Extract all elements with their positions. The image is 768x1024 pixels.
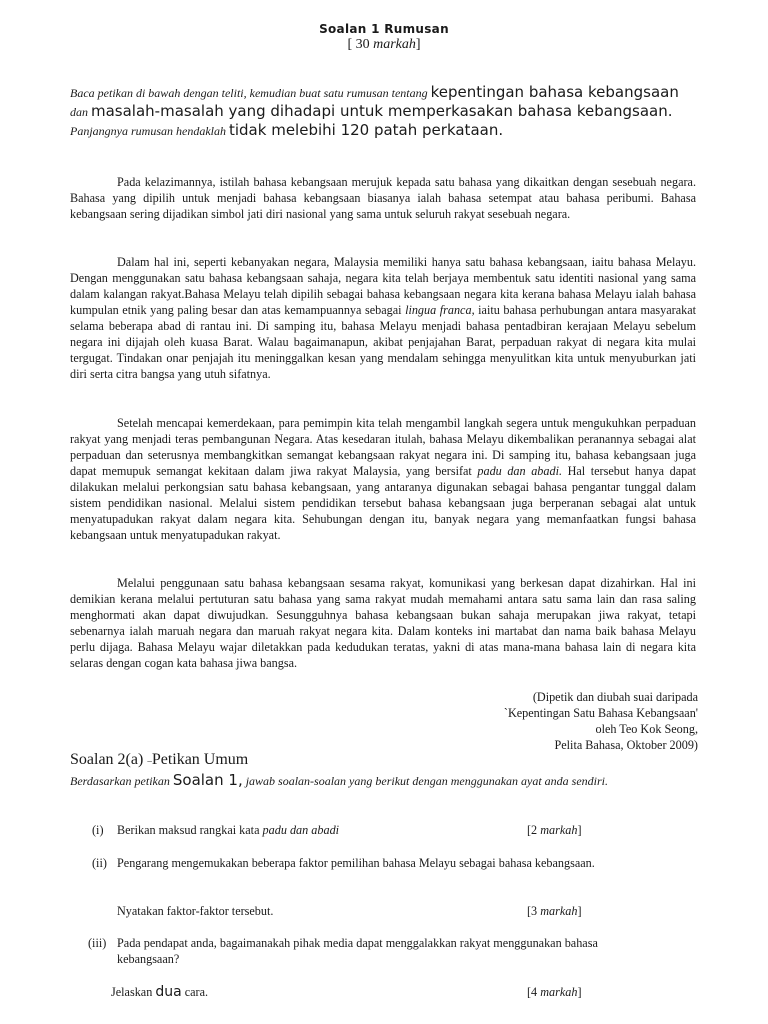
question-marks: [3 markah]	[527, 904, 582, 918]
question-instruction: Nyatakan faktor-faktor tersebut.	[117, 904, 274, 918]
passage-paragraph-2: Dalam hal ini, seperti kebanyakan negara, Malaysia memiliki hanya satu bahasa kebangsaan, iaitu bahasa Melayu. Dengan menggunakan satu bahasa kebangsaan sahaja, negara kita telah berjaya membentuk satu identiti nasional yang sama dalam kalangan rakyat.Bahasa Melayu telah dipilih sebagai bahasa kebangsaan negara kita kerana bahasa Melayu ialah bahasa kumpulan etnik yang paling besar dan atas kemampuannya sebagai lingua franca, iaitu bahasa perhubungan antara masyarakat selama beberapa abad di rantau ini. Di samping itu, bahasa Melayu menjadi bahasa pentadbiran kerajaan Melayu sebelum negara ini dijajah oleh kuasa Barat. Walau bagaimanapun, akibat penjajahan Barat, perpaduan rakyat di negara kita mulai tergugat. Tindakan onar penjajah itu meninggalkan kesan yang mendalam sehingga menyulitkan kita untuk menyuburkan jati diri serta citra bangsa yang utuh sifatnya.	[70, 255, 697, 381]
passage-paragraph-1: Pada kelazimannya, istilah bahasa kebangsaan merujuk kepada satu bahasa yang dikaitkan dengan sesebuah negara. Bahasa yang dipilih untuk menjadi bahasa kebangsaan biasanya ialah bahasa setempat atau bahasa peribumi. Bahasa kebangsaan sering dijadikan simbol jati diri nasional yang sama untuk seluruh rakyat sesebuah negara.	[70, 175, 696, 221]
section-2-title: Soalan 2(a) –Petikan Umum	[70, 751, 249, 768]
question-marks: [4 markah]	[527, 985, 582, 999]
total-marks: [ 30 markah]	[347, 37, 421, 52]
passage-paragraph-3: Setelah mencapai kemerdekaan, para pemimpin kita telah mengambil langkah segera untuk mengukuhkan perpaduan rakyat yang menjadi teras pembangunan Negara. Atas kesedaran itulah, bahasa Melayu dikembalikan peranannya sebagai alat perpaduan dan seterusnya membangkitkan semangat kebangsaan rakyat negara ini. Di samping itu, bahasa kebangsaan juga dapat memupuk semangat kekitaan dalam jiwa rakyat Malaysia, yang bersifat padu dan abadi. Hal tersebut hanya dapat dilakukan melalui perkongsian satu bahasa kebangsaan, yang antaranya digunakan sebagai bahasa pengantar tunggal dalam sistem pendidikan nasional. Melalui sistem pendidikan tersebut bahasa kebangsaan juga berperanan sebagai alat untuk menyatupadukan rakyat dalam negara kita. Sehubungan dengan itu, banyak negara yang memanfaatkan fungsi bahasa kebangsaan untuk menyatupadukan rakyat.	[70, 416, 696, 542]
summary-instruction: Baca petikan di bawah dengan teliti, kemudian buat satu rumusan tentang kepentingan bahasa kebangsaan dan masalah-masalah yang dihadapi untuk memperkasakan bahasa kebangsaan. Panjangnya rumusan hendaklah tidak melebihi 120 patah perkataan.	[70, 83, 679, 139]
passage-paragraph-4: Melalui penggunaan satu bahasa kebangsaan sesama rakyat, komunikasi yang berkesan dapat dizahirkan. Hal ini demikian kerana melalui pertuturan satu bahasa yang sama rakyat mudah memahami antara satu sama lain dan rasa saling menghormati akan dapat diwujudkan. Sesungguhnya bahasa kebangsaan bukan sahaja merupakan jiwa rakyat, tetapi sebenarnya ialah maruah negara dan maruah rakyat negara kita. Dalam konteks ini martabat dan nama baik bahasa Melayu perlu dijaga. Bahasa Melayu wajar diletakkan pada kedudukan teratas, yakni di atas mana-mana bahasa lain di negara kita selaras dengan cogan kata bahasa jiwa bangsa.	[70, 576, 696, 670]
passage-source: (Dipetik dan diubah suai daripada `Kepentingan Satu Bahasa Kebangsaan' oleh Teo Kok Seong, Pelita Bahasa, Oktober 2009)	[503, 690, 698, 752]
question-instruction: Jelaskan dua cara.	[111, 984, 209, 1000]
question-number: (ii)	[92, 856, 107, 870]
section-2-instruction: Berdasarkan petikan Soalan 1, jawab soalan-soalan yang berikut dengan menggunakan ayat anda sendiri.	[70, 771, 609, 789]
question-text: Berikan maksud rangkai kata padu dan abadi	[117, 823, 340, 837]
question-text: Pada pendapat anda, bagaimanakah pihak media dapat menggalakkan rakyat menggunakan bahasa kebangsaan?	[117, 936, 598, 966]
page-title: Soalan 1 Rumusan	[319, 22, 449, 36]
question-number: (iii)	[88, 936, 107, 950]
question-number: (i)	[92, 823, 104, 837]
question-marks: [2 markah]	[527, 823, 582, 837]
question-text: Pengarang mengemukakan beberapa faktor pemilihan bahasa Melayu sebagai bahasa kebangsaan.	[117, 856, 595, 870]
